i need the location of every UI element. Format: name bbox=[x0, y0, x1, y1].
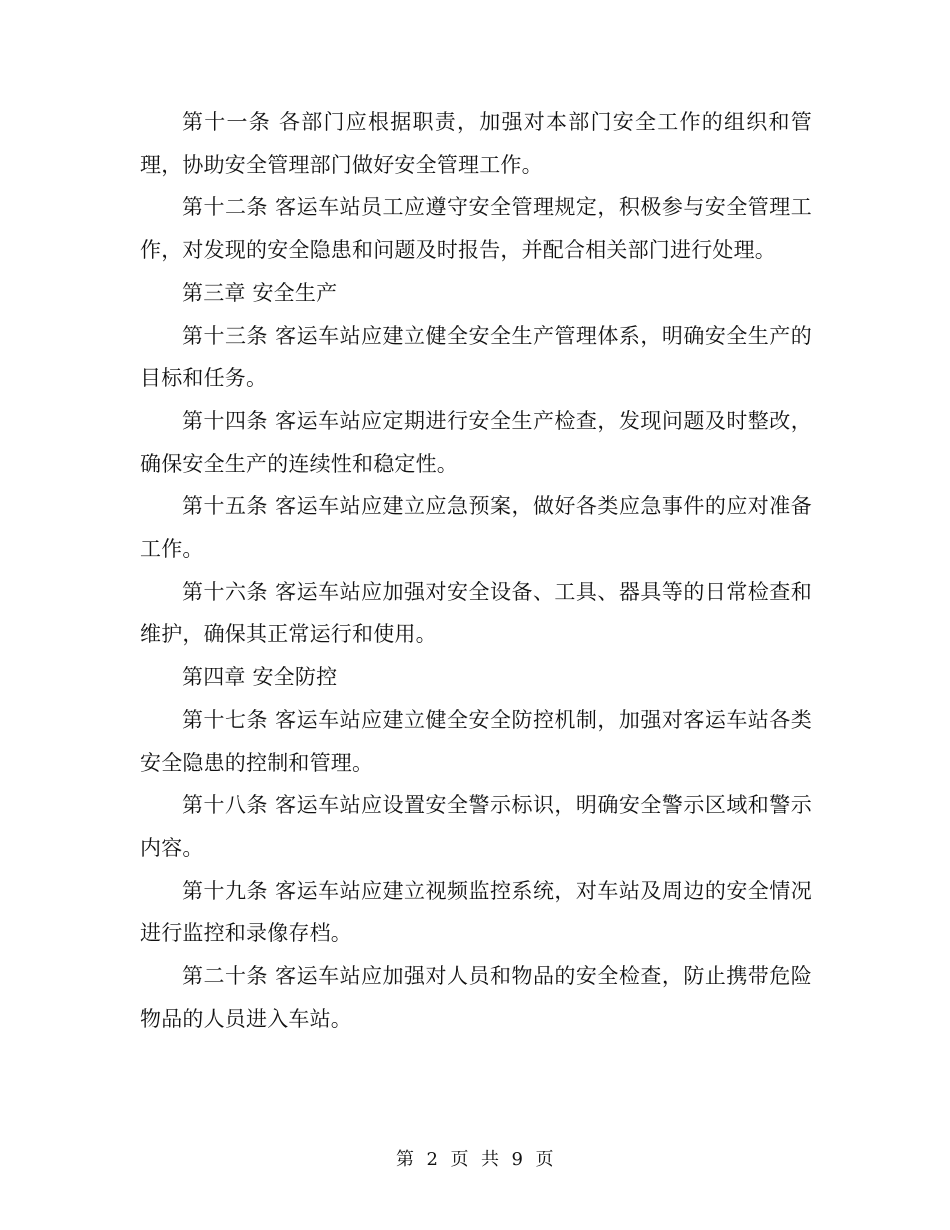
article-17: 第十七条 客运车站应建立健全安全防控机制，加强对客运车站各类安全隐患的控制和管理。 bbox=[140, 707, 812, 775]
footer-page-word: 第 bbox=[396, 1149, 415, 1170]
article-20: 第二十条 客运车站应加强对人员和物品的安全检查，防止携带危险物品的人员进入车站。 bbox=[140, 964, 812, 1031]
article-13: 第十三条 客运车站应建立健全安全生产管理体系，明确安全生产的目标和任务。 bbox=[140, 323, 812, 391]
chapter-4-heading: 第四章 安全防控 bbox=[182, 665, 338, 690]
article-19: 第十九条 客运车站应建立视频监控系统，对车站及周边的安全情况进行监控和录像存档。 bbox=[140, 878, 812, 946]
footer-page-number: 2 bbox=[426, 1149, 439, 1170]
chapter-3-heading: 第三章 安全生产 bbox=[182, 280, 338, 305]
page-footer bbox=[0, 1145, 950, 1175]
article-15: 第十五条 客运车站应建立应急预案，做好各类应急事件的应对准备工作。 bbox=[140, 494, 812, 562]
article-16: 第十六条 客运车站应加强对安全设备、工具、器具等的日常检查和维护，确保其正常运行和使用。 bbox=[140, 579, 812, 647]
article-12: 第十二条 客运车站员工应遵守安全管理规定，积极参与安全管理工作，对发现的安全隐患和问题及时报告，并配合相关部门进行处理。 bbox=[140, 195, 812, 263]
article-18: 第十八条 客运车站应设置安全警示标识，明确安全警示区域和警示内容。 bbox=[140, 793, 812, 860]
article-11: 第十一条 各部门应根据职责，加强对本部门安全工作的组织和管理，协助安全管理部门做好安全管理工作。 bbox=[140, 110, 812, 177]
footer-total-word: 共 bbox=[481, 1149, 500, 1170]
footer-page-unit: 页 bbox=[450, 1149, 469, 1170]
footer-total-unit: 页 bbox=[535, 1149, 554, 1170]
document-body bbox=[140, 101, 812, 1040]
footer-total-pages: 9 bbox=[511, 1149, 524, 1170]
article-14: 第十四条 客运车站应定期进行安全生产检查，发现问题及时整改，确保安全生产的连续性和稳定性。 bbox=[140, 408, 812, 476]
